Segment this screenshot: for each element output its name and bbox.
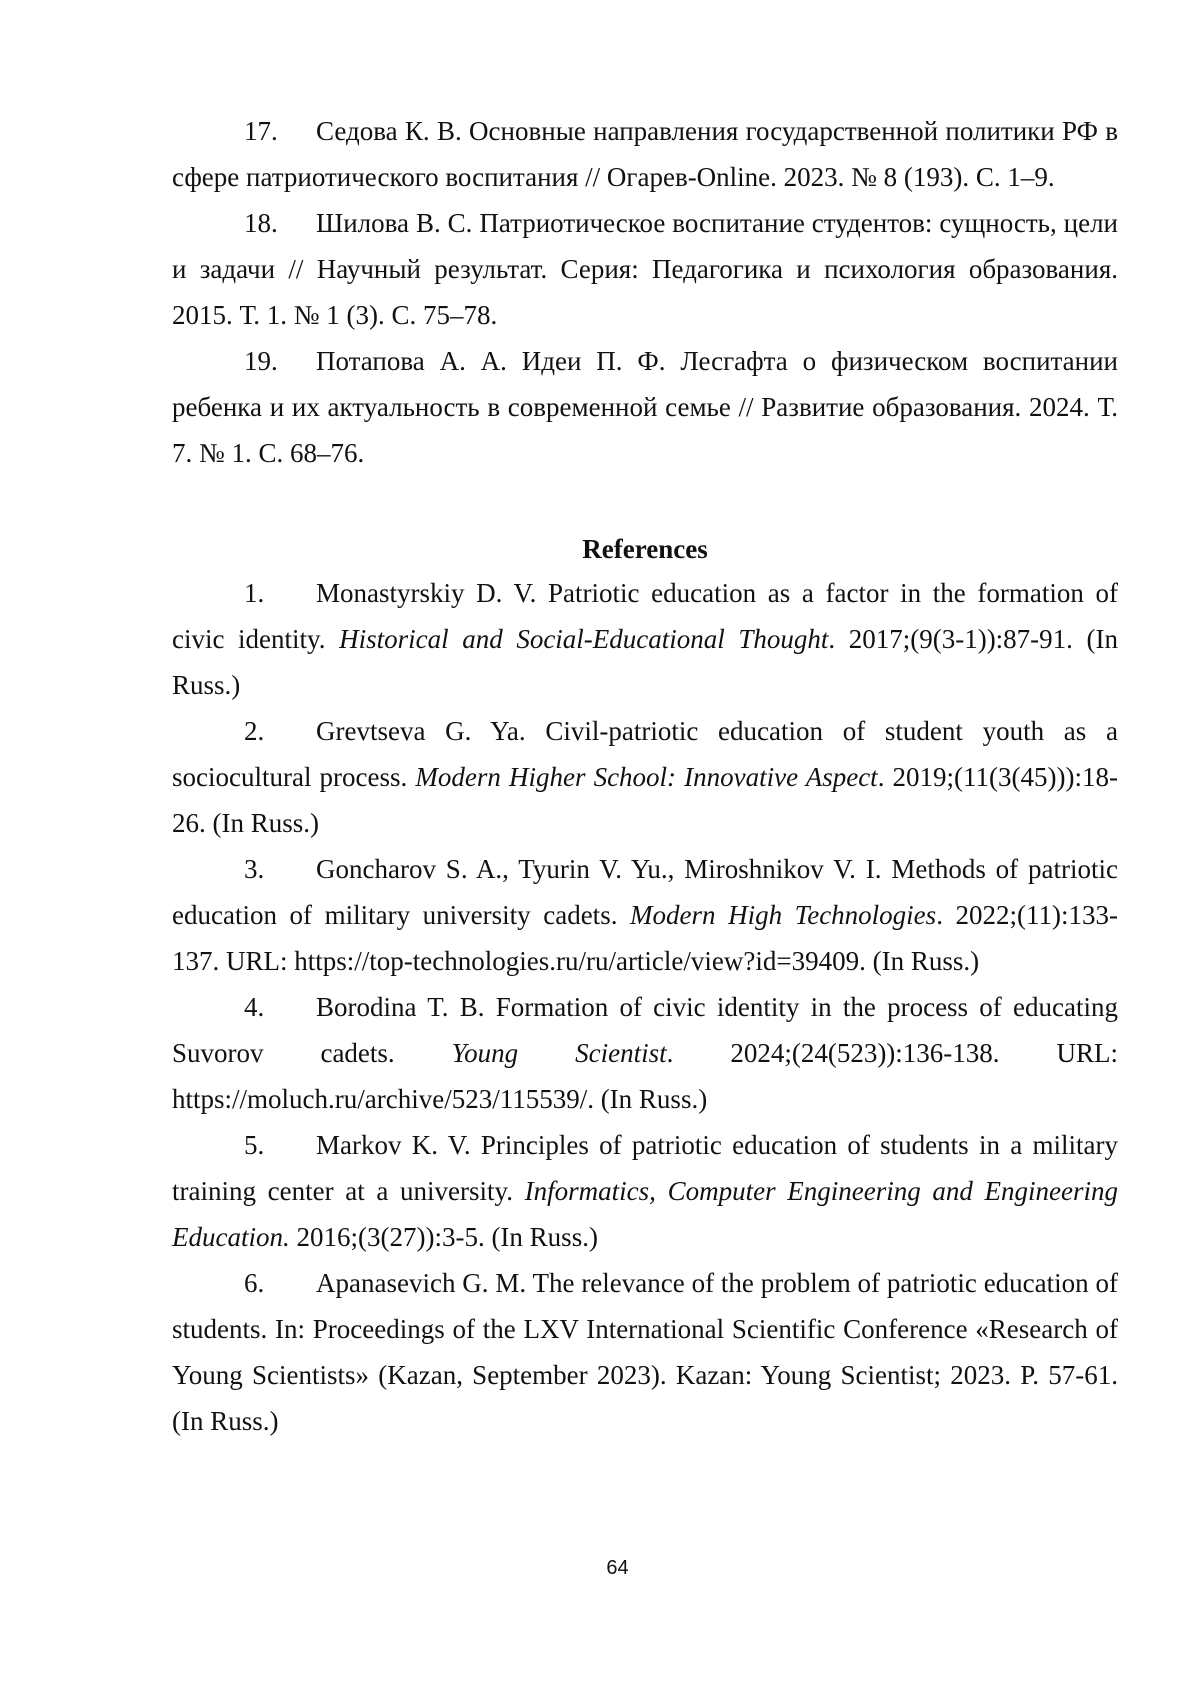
journal-title: Young Scientist: [451, 1038, 667, 1068]
reference-details: . 2017;(9(3-1)):87-91. (In Russ.): [172, 624, 1118, 700]
reference-text: Седова К. В. Основные направления государственной политики РФ в сфере патриотического воспитания // Огарев-Online. 2023. № 8 (193). С. 1–9.: [172, 116, 1118, 192]
reference-number: 19.: [244, 346, 278, 376]
journal-title: Historical and Social-Educational Thought: [339, 624, 829, 654]
reference-entry: [172, 570, 1118, 708]
reference-text: Monastyrskiy D. V. Patriotic education as a factor in the formation of civic identity.: [172, 578, 1118, 654]
journal-title: Informatics, Computer Engineering and Engineering Education.: [172, 1176, 1118, 1252]
reference-number: 1.: [244, 578, 265, 608]
reference-details: . 2019;(11(3(45))):18-26. (In Russ.): [172, 762, 1118, 838]
reference-number: 5.: [244, 1130, 265, 1160]
reference-details: . 2024;(24(523)):136-138. URL: https://moluch.ru/archive/523/115539/. (In Russ.): [172, 1038, 1118, 1114]
reference-entry-ru: [172, 338, 1118, 476]
reference-entry: [172, 708, 1118, 846]
journal-title: Modern Higher School: Innovative Aspect: [415, 762, 878, 792]
reference-text: Grevtseva G. Ya. Civil-patriotic education of student youth as a sociocultural process.: [172, 716, 1118, 792]
reference-text: Goncharov S. A., Tyurin V. Yu., Miroshnikov V. I. Methods of patriotic education of military university cadets.: [172, 854, 1118, 930]
reference-entry-ru: [172, 108, 1118, 200]
reference-details: . 2022;(11):133-137. URL: https://top-technologies.ru/ru/article/view?id=39409. (In Russ.): [172, 900, 1118, 976]
reference-number: 3.: [244, 854, 265, 884]
reference-number: 17.: [244, 116, 278, 146]
page-content: [172, 108, 1118, 1444]
reference-entry: [172, 984, 1118, 1122]
page-number: 64: [606, 1557, 629, 1579]
reference-entry: [172, 1260, 1118, 1444]
journal-title: Modern High Technologies: [630, 900, 937, 930]
reference-text: Потапова А. А. Идеи П. Ф. Лесгафта о физическом воспитании ребенка и их актуальность в современной семье // Развитие образования. 2024. Т. 7. № 1. С. 68–76.: [172, 346, 1118, 468]
references-heading: References: [582, 534, 708, 564]
reference-text: Markov K. V. Principles of patriotic education of students in a military training center at a university.: [172, 1130, 1118, 1206]
reference-text: Apanasevich G. M. The relevance of the problem of patriotic education of students. In: Proceedings of the LXV International Scientific Conference «Research of Young Scientists» (Kazan, September 2023). Kazan: Young Scientist; 2023. P. 57-61. (In Russ.): [172, 1268, 1118, 1436]
reference-number: 6.: [244, 1268, 265, 1298]
reference-number: 18.: [244, 208, 278, 238]
reference-entry-ru: [172, 200, 1118, 338]
reference-entry: [172, 846, 1118, 984]
reference-details: 2016;(3(27)):3-5. (In Russ.): [289, 1222, 598, 1252]
reference-entry: [172, 1122, 1118, 1260]
reference-number: 4.: [244, 992, 265, 1022]
reference-number: 2.: [244, 716, 265, 746]
reference-text: Borodina T. B. Formation of civic identity in the process of educating Suvorov cadets.: [172, 992, 1118, 1068]
reference-text: Шилова В. С. Патриотическое воспитание студентов: сущность, цели и задачи // Научный результат. Серия: Педагогика и психология образования. 2015. Т. 1. № 1 (3). С. 75–78.: [172, 208, 1118, 330]
